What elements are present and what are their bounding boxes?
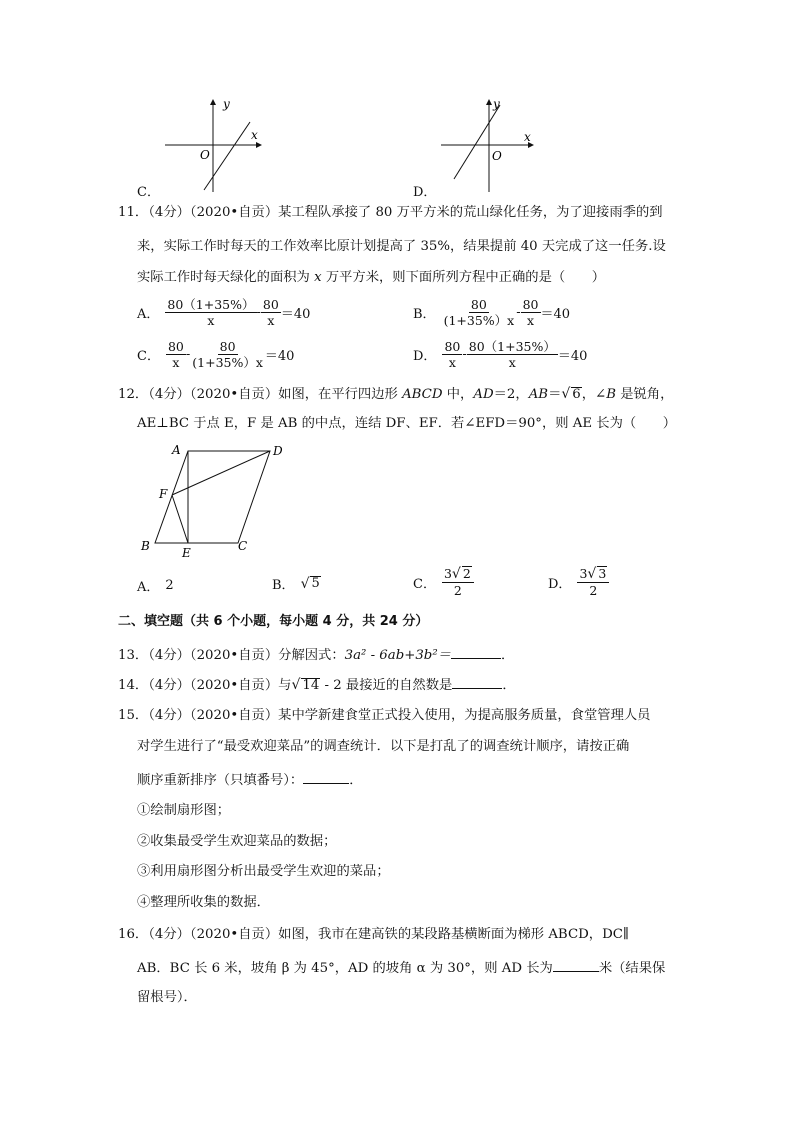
question-score: （4分）	[148, 205, 190, 220]
q12-line2: AE⊥BC 于点 E，F 是 AB 的中点，连结 DF、EF．若∠EFD＝90°，则 AE 长为（ ）	[137, 416, 677, 431]
parallelogram-figure	[138, 440, 288, 562]
origin-label: O	[492, 149, 502, 163]
fraction: $\frac{80(1+35\%)}{x}$	[167, 297, 255, 328]
q11-line3: 实际工作时每天绿化的面积为 x 万平方米，则下面所列方程中正确的是（ ）	[137, 270, 606, 285]
q11-option-b[interactable]: B． $\frac{80}{(1+35\%)x}$ - $\frac{80}{x}$ ＝40	[413, 297, 571, 328]
point-label-b: B	[141, 539, 150, 553]
q12-option-b[interactable]: B． √ 5	[272, 575, 320, 593]
option-c-label[interactable]: C．	[137, 185, 160, 200]
fraction: $\frac{80}{(1+35\%)x}$	[192, 339, 263, 370]
q15-step-3: ③利用扇形图分析出最受学生欢迎的菜品；	[137, 864, 390, 879]
q11-option-c[interactable]: C． $\frac{80}{x}$ - $\frac{80}{(1+35\%)x}$ ＝40	[137, 339, 295, 370]
fraction: $\frac{3√ 3}{2}$	[577, 566, 609, 598]
q11-line2: 来，实际工作时每天的工作效率比原计划提高了 35%，结果提前 40 天完成了这一任务.设	[137, 239, 666, 254]
q13-line: 13．（4分）（2020•自贡）分解因式：3a² - 6ab+3b²＝ ．	[118, 644, 514, 666]
question-source: （2020•自贡）	[189, 205, 279, 220]
fraction: $\frac{80}{x}$	[522, 297, 539, 328]
q15-line2: 对学生进行了“最受欢迎菜品”的调查统计．以下是打乱了的调查统计顺序，请按正确	[137, 739, 630, 754]
axis-label-y: y	[223, 97, 230, 111]
point-label-f: F	[159, 487, 168, 501]
q12-option-c[interactable]: C． $\frac{3√ 2}{2}$	[413, 566, 474, 598]
axis-label-x: x	[251, 128, 258, 142]
answer-blank[interactable]	[303, 769, 349, 784]
fraction: $\frac{80}{(1+35\%)x}$	[443, 297, 515, 328]
fraction: $\frac{80}{x}$	[262, 297, 279, 328]
fraction: $\frac{80}{x}$	[444, 339, 461, 370]
answer-blank[interactable]	[451, 644, 501, 659]
point-label-a: A	[172, 443, 181, 457]
q15-step-1: ①绘制扇形图；	[137, 803, 231, 818]
section-title: 二、填空题（共 6 个小题，每小题 4 分，共 24 分）	[118, 614, 429, 629]
radical-sign: √	[300, 575, 310, 592]
q12-option-d[interactable]: D． $\frac{3√ 3}{2}$	[548, 566, 609, 598]
q11-option-d[interactable]: D． $\frac{80}{x}$ - $\frac{80(1+35\%)}{x}$ ＝40	[413, 339, 588, 370]
q15-line3: 顺序重新排序（只填番号）： ．	[137, 769, 363, 791]
question-number: 11．	[118, 205, 149, 220]
radical-sign: √	[291, 677, 301, 693]
q15-line1: 15．（4分）（2020•自贡）某中学新建食堂正式投入使用，为提高服务质量，食堂管理人员	[118, 708, 651, 723]
axis-label-x: x	[524, 130, 531, 144]
graph-option-c	[160, 96, 270, 194]
point-label-c: C	[238, 539, 248, 553]
q11-line1	[118, 203, 663, 223]
option-d-label[interactable]: D．	[413, 185, 437, 200]
q12-line1: 12．（4分）（2020•自贡）如图，在平行四边形 ABCD 中，AD＝2，AB＝√ 6，∠B 是锐角，	[118, 386, 674, 402]
fraction: $\frac{80}{x}$	[167, 339, 184, 370]
fraction: $\frac{80(1+35\%)}{x}$	[468, 339, 556, 370]
answer-blank[interactable]	[553, 957, 599, 972]
point-label-e: E	[182, 546, 191, 560]
point-label-d: D	[273, 444, 283, 458]
origin-label: O	[200, 148, 210, 162]
fraction: $\frac{3√ 2}{2}$	[442, 566, 474, 598]
q16-line3: 留根号）．	[137, 990, 197, 1005]
graph-option-d	[438, 96, 548, 194]
axis-label-y: y	[493, 97, 500, 111]
q15-step-2: ②收集最受学生欢迎菜品的数据；	[137, 834, 337, 849]
q16-line2: AB．BC 长 6 米，坡角 β 为 45°，AD 的坡角 α 为 30°，则 AD 长为 米（结果保	[137, 957, 665, 979]
q15-step-4: ④整理所收集的数据．	[137, 895, 270, 910]
q14-line: 14．（4分）（2020•自贡）与√ 14 - 2 最接近的自然数是 ．	[118, 674, 516, 696]
q12-option-a[interactable]: A． 2	[137, 578, 174, 595]
q11-option-a[interactable]: A． $\frac{80(1+35\%)}{x}$ - $\frac{80}{x}$ ＝40	[137, 297, 311, 328]
radical-sign: √	[561, 386, 571, 402]
q16-line1: 16．（4分）（2020•自贡）如图，我市在建高铁的某段路基横断面为梯形 ABCD，DC∥	[118, 927, 630, 942]
answer-blank[interactable]	[452, 674, 502, 689]
question-text: 某工程队承接了 80 万平方米的荒山绿化任务，为了迎接雨季的到	[278, 205, 663, 220]
